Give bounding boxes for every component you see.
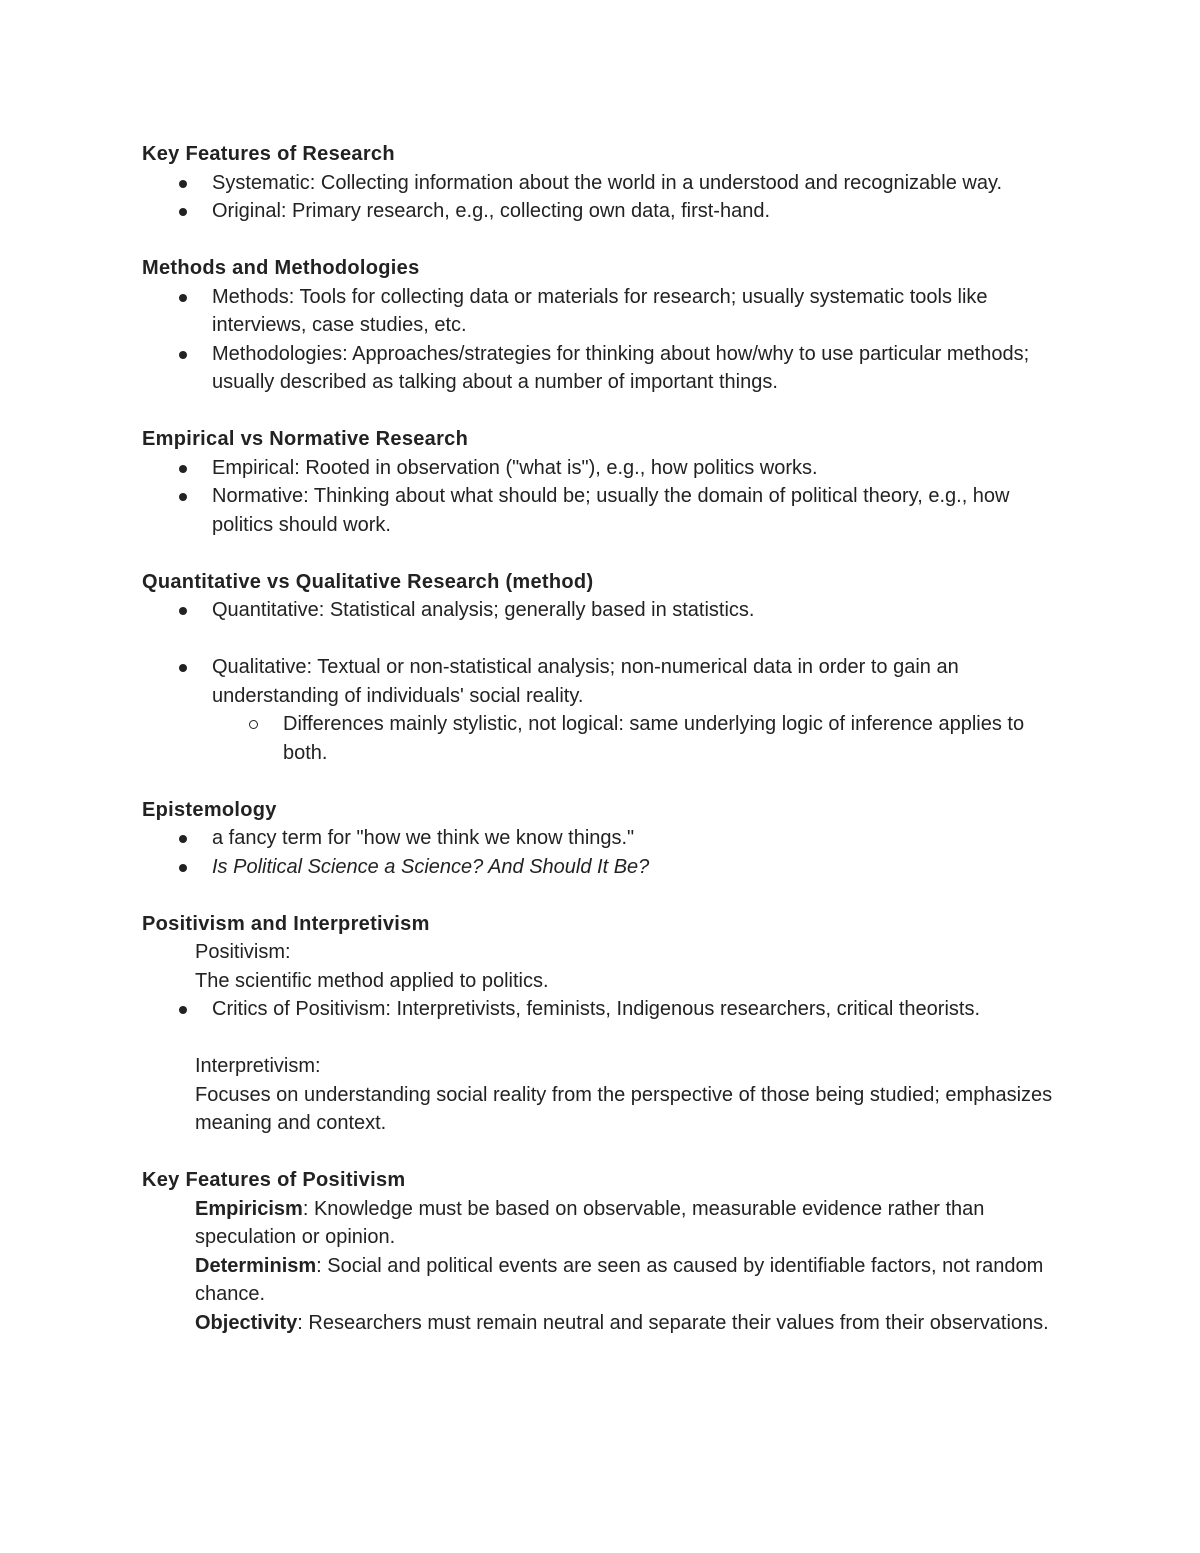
- bullet-list: [142, 653, 1062, 767]
- bullet-list: [142, 283, 1062, 397]
- feature-term: Objectivity: [195, 1311, 298, 1334]
- list-item: Methods: Tools for collecting data or materials for research; usually systematic tools like interviews, case studies, etc.: [142, 283, 1062, 340]
- list-item: Normative: Thinking about what should be; usually the domain of political theory, e.g., how politics should work.: [142, 482, 1062, 539]
- list-item: a fancy term for "how we think we know things.": [142, 824, 1062, 853]
- bullet-list: [142, 454, 1062, 540]
- section-epistemology: [142, 796, 1062, 882]
- list-item: Is Political Science a Science? And Should It Be?: [142, 853, 1062, 882]
- list-item: Systematic: Collecting information about the world in a understood and recognizable way.: [142, 169, 1062, 198]
- bullet-list: [142, 824, 1062, 881]
- section-heading: Quantitative vs Qualitative Research (method): [142, 570, 594, 593]
- section-empirical-normative: [142, 425, 1062, 539]
- bullet-list: [142, 995, 1062, 1024]
- section-heading: Epistemology: [142, 798, 277, 821]
- feature-determinism: [142, 1252, 1062, 1309]
- interpretivism-definition: Focuses on understanding social reality from the perspective of those being studied; emphasizes meaning and context.: [195, 1083, 1053, 1134]
- section-positivism-interpretivism: [142, 910, 1062, 1138]
- positivism-label: Positivism:: [195, 941, 291, 963]
- section-heading: Methods and Methodologies: [142, 257, 420, 279]
- list-item: Original: Primary research, e.g., collecting own data, first-hand.: [142, 197, 1062, 226]
- feature-text: : Researchers must remain neutral and separate their values from their observations.: [297, 1311, 1049, 1334]
- feature-objectivity: [142, 1309, 1062, 1338]
- feature-term: Empiricism: [195, 1197, 303, 1220]
- section-methods: [142, 254, 1062, 397]
- list-item: Empirical: Rooted in observation ("what is"), e.g., how politics works.: [142, 454, 1062, 483]
- list-item: Quantitative: Statistical analysis; generally based in statistics.: [142, 596, 1062, 625]
- sub-list-item: Differences mainly stylistic, not logical: same underlying logic of inference applies to both.: [142, 710, 1062, 767]
- list-item: Qualitative: Textual or non-statistical analysis; non-numerical data in order to gain an understanding of individuals' social reality.: [142, 653, 1062, 710]
- document-content: [142, 140, 1062, 1366]
- positivism-definition: The scientific method applied to politics.: [195, 969, 549, 992]
- feature-text: : Social and political events are seen as caused by identifiable factors, not random chance.: [195, 1254, 1044, 1305]
- spacer: [142, 1024, 1062, 1053]
- section-quant-qual: [142, 568, 1062, 768]
- feature-term: Determinism: [195, 1254, 317, 1277]
- bullet-list: [142, 596, 1062, 625]
- list-item: Critics of Positivism: Interpretivists, feminists, Indigenous researchers, critical theorists.: [142, 995, 1062, 1024]
- section-heading: Key Features of Positivism: [142, 1169, 406, 1191]
- section-heading: Empirical vs Normative Research: [142, 428, 469, 450]
- section-heading: Key Features of Research: [142, 143, 395, 165]
- section-key-features-positivism: [142, 1166, 1062, 1337]
- feature-empiricism: [142, 1195, 1062, 1252]
- interpretivism-label: Interpretivism:: [195, 1055, 321, 1077]
- spacer: [142, 625, 1062, 654]
- list-item: Methodologies: Approaches/strategies for thinking about how/why to use particular methods; usually described as talking about a number of important things.: [142, 340, 1062, 397]
- bullet-list: [142, 169, 1062, 226]
- section-heading: Positivism and Interpretivism: [142, 912, 430, 935]
- feature-text: : Knowledge must be based on observable, measurable evidence rather than speculation or opinion.: [195, 1197, 985, 1248]
- section-key-features: [142, 140, 1062, 226]
